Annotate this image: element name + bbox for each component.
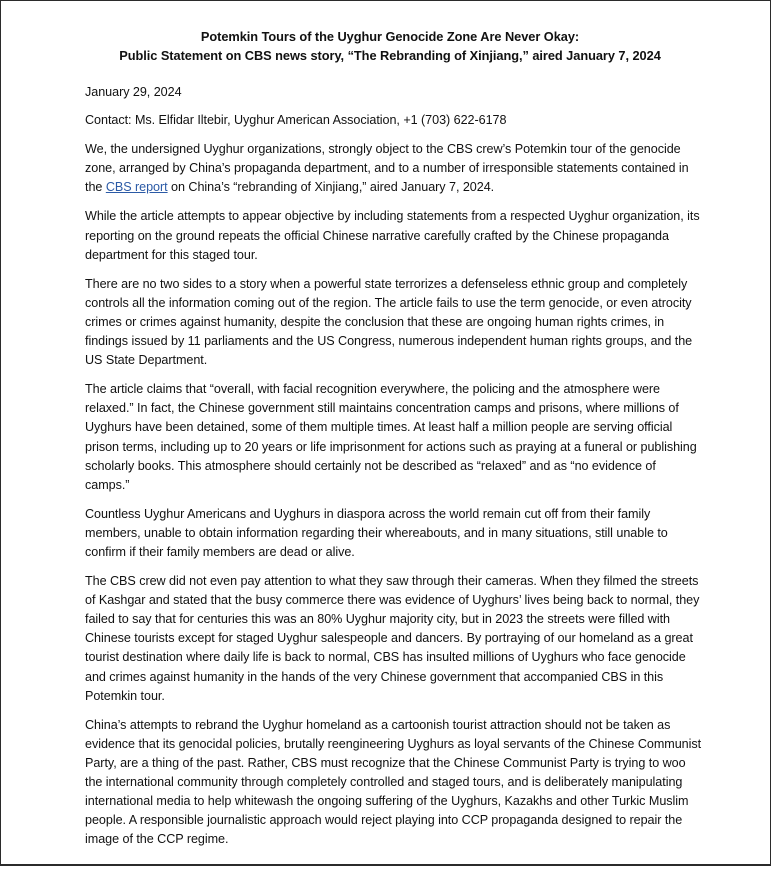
title-line-1: Potemkin Tours of the Uyghur Genocide Zone Are Never Okay:	[200, 29, 580, 44]
paragraph-1	[85, 140, 703, 197]
title-line-2: Public Statement on CBS news story, “The Rebranding of Xinjiang,” aired January 7, 2024	[119, 48, 661, 63]
paragraph-1-text-after: on China’s “rebranding of Xinjiang,” aired January 7, 2024.	[167, 180, 495, 195]
paragraph-1-text-before: We, the undersigned Uyghur organizations, strongly object to the CBS crew’s Potemkin tour of the genocide zone, arranged by China’s propaganda department, and to a number of irresponsible statements contained in the	[85, 142, 689, 195]
paragraph-4: The article claims that “overall, with facial recognition everywhere, the policing and the atmosphere were relaxed.” In fact, the Chinese government still maintains concentration camps and prisons, where millions of Uyghurs have been detained, some of them multiple times. At least half a million people are serving official prison terms, including up to 20 years or life imprisonment for actions such as praying at a funeral or publishing scholarly books. This atmosphere should certainly not be described as “relaxed” and as “no evidence of camps.”	[85, 382, 697, 492]
paragraph-7: China’s attempts to rebrand the Uyghur homeland as a cartoonish tourist attraction should not be taken as evidence that its genocidal policies, brutally reengineering Uyghurs as loyal servants of the Chinese Communist Party, are a thing of the past. Rather, CBS must recognize that the Chinese Communist Party is trying to woo the international community through completely controlled and staged tours, and is deliberately manipulating international media to help whitewash the ongoing suffering of the Uyghurs, Kazakhs and other Turkic Muslim people. A responsible journalistic approach would reject playing into CCP propaganda designed to repair the image of the CCP regime.	[85, 717, 702, 847]
document-title	[81, 27, 699, 65]
contact-line: Contact: Ms. Elfidar Iltebir, Uyghur American Association, +1 (703) 622-6178	[85, 113, 507, 128]
paragraph-3: There are no two sides to a story when a powerful state terrorizes a defenseless ethnic group and completely controls all the information coming out of the region. The article fails to use the term genocide, or even atrocity crimes or crimes against humanity, despite the conclusion that these are ongoing human rights crimes, in findings issued by 11 parliaments and the US Congress, numerous independent human rights groups, and the US State Department.	[85, 276, 693, 368]
cbs-report-link[interactable]: CBS report	[105, 180, 168, 195]
paragraph-6: The CBS crew did not even pay attention to what they saw through their cameras. When they filmed the streets of Kashgar and stated that the busy commerce there was evidence of Uyghurs’ lives being back to normal, they failed to say that for centuries this was an 80% Uyghur majority city, but in 2023 the streets were filled with Chinese tourists except for staged Uyghur salespeople and dancers. By portraying of our homeland as a great tourist destination where daily life is back to normal, CBS has insulted millions of Uyghurs who face genocide and crimes against humanity in the hands of the very Chinese government that accompanied CBS in this Potemkin tour.	[85, 574, 700, 703]
document-body	[85, 27, 703, 849]
statement-date: January 29, 2024	[85, 85, 182, 99]
paragraph-2: While the article attempts to appear objective by including statements from a respected Uyghur organization, its reporting on the ground repeats the official Chinese narrative carefully crafted by the Chinese propaganda department for this staged tour.	[85, 209, 700, 262]
paragraph-5: Countless Uyghur Americans and Uyghurs in diaspora across the world remain cut off from their family members, unable to obtain information regarding their whereabouts, and in many situations, still unable to confirm if their family members are dead or alive.	[85, 506, 668, 559]
